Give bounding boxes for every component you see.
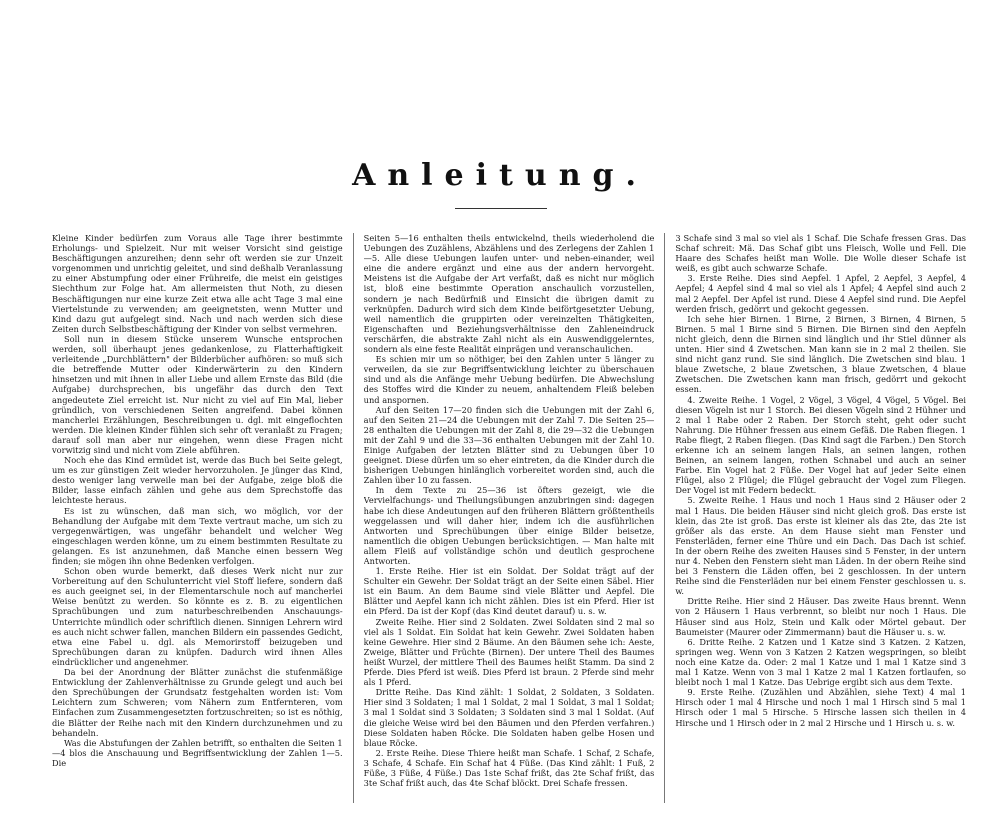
paragraph: 3 Schafe sind 3 mal so viel als 1 Schaf. Die Schafe fressen Gras. Das Schaf schreit: Mä. Das Schaf gibt uns Fleisch, Wolle und Fell. Die Haare des Schafes heißt man Wolle. Die Wolle dieser Schafe ist weiß, es gibt auch schwarze Schafe. bbox=[675, 233, 967, 274]
column-1 bbox=[52, 233, 343, 803]
paragraph: 9. Erste Reihe. (Zuzählen und Abzählen, siehe Text) 4 mal 1 Hirsch oder 1 mal 4 Hirsche und noch 1 mal 1 Hirsch sind 5 mal 1 Hirsch oder 1 mal 5 Hirsche. 5 Hirsche lassen sich theilen in 4 Hirsche und 1 Hirsch oder in 2 mal 2 Hirsche und 1 Hirsch u. s. w. bbox=[675, 687, 967, 728]
paragraph: 3. Erste Reihe. Dies sind Aepfel. 1 Apfel, 2 Aepfel, 3 Aepfel, 4 Aepfel; 4 Aepfel sind 4 mal so viel als 1 Apfel; 4 Aepfel sind auch 2 mal 2 Aepfel. Der Apfel ist rund. Diese 4 Aepfel sind rund. Die Aepfel werden frisch, gedörrt und gekocht gegessen. bbox=[675, 273, 967, 314]
paragraph: Was die Abstufungen der Zahlen betrifft, so enthalten die Seiten 1—4 blos die Anschauung und Begriffsentwicklung der Zahlen 1—5. Die bbox=[52, 737, 343, 768]
paragraph: Dritte Reihe. Das Kind zählt: 1 Soldat, 2 Soldaten, 3 Soldaten. Hier sind 3 Soldaten; 1 mal 1 Soldat, 2 mal 1 Soldat, 3 mal 1 Soldat; 3 mal 1 Soldat sind 3 Soldaten; 3 Soldaten sind 3 mal 1 Soldat. (Auf die gleiche Weise wird bei den Bäumen und den Pferden verfahren.) Diese Soldaten haben Röcke. Die Soldaten haben gelbe Hosen und blaue Röcke. bbox=[363, 687, 655, 748]
paragraph: Noch ehe das Kind ermüdet ist, werde das Buch bei Seite gelegt, um es zur günstigen Zeit wieder hervorzuholen. Je jünger das Kind, desto weniger lang verweile man bei der Aufgabe, zeige bloß die Bilder, lasse einfach zählen und gehe aus dem Sprechstoffe das leichteste heraus. bbox=[52, 455, 343, 506]
paragraph: Es schien mir um so nöthiger, bei den Zahlen unter 5 länger zu verweilen, da sie zur Begriffsentwicklung leichter zu überschauen sind und als die Anfänge mehr Uebung bedürfen. Die Abwechslung des Stoffes wird die Kinder zu neuem, anhaltendem Fleiß beleben und anspornen. bbox=[363, 354, 655, 405]
paragraph: In dem Texte zu 25—36 ist öfters gezeigt, wie die Vervielfachungs- und Theilungsübungen anzubringen sind: dagegen habe ich diese Andeutungen auf den früheren Blättern größtentheils weggelassen und will daher hier, indem ich die ausführlichen Antworten und Sprechübungen über einige Bilder beisetze, namentlich die obigen Uebungen berücksichtigen. — Man halte mit allem Fleiß auf vollständige schön und deutlich gesprochene Antworten. bbox=[363, 485, 655, 566]
paragraph: Seiten 5—16 enthalten theils entwickelnd, theils wiederholend die Uebungen des Zuzählens, Abzählens und des Zerlegens der Zahlen 1—5. Alle diese Uebungen laufen unter- und neben-einander, weil eine die andere ergänzt und eine aus der andern hervorgeht. Meistens ist die Aufgabe der Art verfaßt, daß es nicht nur möglich ist, bloß eine bestimmte Operation anschaulich vorzustellen, sondern je nach Bedürfniß und Einsicht die übrigen damit zu verknüpfen. Dadurch wird sich dem Kinde beiförtgesetzter Uebung, weil namentlich die gruppirten oder vereinzelten Thätigkeiten, Eigenschaften und Beziehungsverhältnisse den Zahleneindruck verschärfen, die abstrakte Zahl nicht als ein Auswendiggelerntes, sondern als eine feste Realität einprägen und veranschaulichen. bbox=[363, 233, 655, 355]
column-divider bbox=[664, 233, 665, 803]
paragraph: Zweite Reihe. Hier sind 2 Soldaten. Zwei Soldaten sind 2 mal so viel als 1 Soldat. Ein Soldat hat kein Gewehr. Zwei Soldaten haben keine Gewehre. Hier sind 2 Bäume. An den Bäumen sehe ich: Aeste, Zweige, Blätter und Früchte (Birnen). Der untere Theil des Baumes heißt Wurzel, der mittlere Theil des Baumes heißt Stamm. Da sind 2 Pferde. Dies Pferd ist weiß. Dies Pferd ist braun. 2 Pferde sind mehr als 1 Pferd. bbox=[363, 616, 655, 688]
paragraph: 6. Dritte Reihe. 2 Katzen und 1 Katze sind 3 Katzen. 2 Katzen, springen weg. Wenn von 3 Katzen 2 Katzen wegspringen, so bleibt noch eine Katze da. Oder: 2 mal 1 Katze und 1 mal 1 Katze sind 3 mal 1 Katze. Wenn von 3 mal 1 Katze 2 mal 1 Katzen fortlaufen, so bleibt noch 1 mal 1 Katze. Das Uebrige ergibt sich aus dem Texte. bbox=[675, 636, 967, 688]
paragraph: Dritte Reihe. Hier sind 2 Häuser. Das zweite Haus brennt. Wenn von 2 Häusern 1 Haus verbrennt, so bleibt nur noch 1 Haus. Die Häuser sind aus Holz, Stein und Kalk oder Mörtel gebaut. Der Baumeister (Maurer oder Zimmermann) baut die Häuser u. s. w. bbox=[675, 596, 967, 637]
paragraph: Schon oben wurde bemerkt, daß dieses Werk nicht nur zur Vorbereitung auf den Schulunterricht viel Stoff liefere, sondern daß es auch geeignet sei, in der Elementarschule noch auf mancherlei Weise benützt zu werden. So könnte es z. B. zu eigentlichen Sprachübungen und zum naturbeschreibenden Anschauungs-Unterrichte mündlich oder schriftlich dienen. Sinnigen Lehrern wird es auch nicht schwer fallen, manchen Bildern ein passendes Gedicht, etwa eine Fabel u. dgl. als Memorirstoff beizugeben und Sprechübungen daran zu knüpfen. Dadurch wird ihnen Alles eindrücklicher und angenehmer. bbox=[52, 566, 343, 667]
column-2 bbox=[364, 233, 655, 803]
page-title: Anleitung. bbox=[352, 158, 648, 193]
paragraph: Ich sehe hier Birnen. 1 Birne, 2 Birnen, 3 Birnen, 4 Birnen, 5 Birnen. 5 mal 1 Birne sind 5 Birnen. Die Birnen sind den Aepfeln nicht gleich, denn die Birnen sind länglich und ihr Stiel dünner als unten. Hier sind 4 Zwetschen. Man kann sie in 2 mal 2 theilen. Sie sind nicht ganz rund. Sie sind länglich. Die Zwetschen sind blau. 1 blaue Zwetsche, 2 blaue Zwetschen, 3 blaue Zwetschen, 4 blaue Zwetschen. Die Zwetschen kann man frisch, gedörrt und gekocht essen. bbox=[675, 313, 967, 395]
paragraph: 4. Zweite Reihe. 1 Vogel, 2 Vögel, 3 Vögel, 4 Vögel, 5 Vögel. Bei diesen Vögeln ist nur 1 Storch. Bei diesen Vögeln sind 2 Hühner und 2 mal 1 Rabe oder 2 Raben. Der Storch steht, geht oder sucht Nahrung. Die Hühner fressen aus einem Gefäß. Die Raben fliegen. 1 Rabe fliegt, 2 Raben fliegen. (Das Kind sagt die Farben.) Den Storch erkenne ich an seinem langen Hals, an seinen langen, rothen Beinen, an seinem langen, rothen Schnabel und auch an seiner Farbe. Ein Vogel hat 2 Füße. Der Vogel hat auf jeder Seite einen Flügel, also 2 Flügel; die Flügel gebraucht der Vogel zum Fliegen. Der Vogel ist mit Federn bedeckt. bbox=[675, 394, 967, 496]
paragraph: 5. Zweite Reihe. 1 Haus und noch 1 Haus sind 2 Häuser oder 2 mal 1 Haus. Die beiden Häuser sind nicht gleich groß. Das erste ist klein, das 2te ist groß. Das erste ist kleiner als das 2te, das 2te ist größer als das erste. An dem Hause sieht man Fenster und Fensterläden, ferner eine Thüre und ein Dach. Das Dach ist schief. In der obern Reihe des zweiten Hauses sind 5 Fenster, in der untern nur 4. Neben den Fenstern sieht man Läden. In der obern Reihe sind bei 3 Fenstern die Läden offen, bei 2 geschlossen. In der untern Reihe sind die Fensterläden nur bei einem Fenster geschlossen u. s. w. bbox=[675, 495, 967, 597]
paragraph: Es ist zu wünschen, daß man sich, wo möglich, vor der Behandlung der Aufgabe mit dem Texte vertraut mache, um sich zu vergegenwärtigen, was ungefähr behandelt und welcher Weg eingeschlagen werden könne, um zu einem bestimmten Resultate zu gelangen. Es ist anzunehmen, daß Manche einen bessern Weg finden; sie mögen ihn ohne Bedenken verfolgen. bbox=[52, 505, 343, 566]
paragraph: Soll nun in diesem Stücke unserem Wunsche entsprochen werden, soll überhaupt jenes gedankenlose, zu Flatterhaftigkeit verleitende „Durchblättern" der Bilderbücher aufhören: so muß sich die betreffende Mutter oder Kinderwärterin zu den Kindern hinsetzen und mit ihnen in aller Liebe und allem Ernste das Bild (die Aufgabe) durchsprechen, bis ungefähr das durch den Text angedeutete Ziel erreicht ist. Nur nicht zu viel auf Ein Mal, lieber gründlich, von verschiedenen Seiten angreifend. Dabei können mancherlei Erzählungen, Beschreibungen u. dgl. mit eingeflochten werden. Die kleinen Kinder fühlen sich sehr oft veranlaßt zu Fragen; darauf soll man aber nur eingehen, wenn diese Fragen nicht vorwitzig sind und nicht vom Ziele abführen. bbox=[52, 333, 343, 455]
paragraph: Da bei der Anordnung der Blätter zunächst die stufenmäßige Entwicklung der Zahlenverhältnisse zu Grunde gelegt und auch bei den Sprechübungen der Grundsatz festgehalten worden ist: Vom Leichtern zum Schweren; vom Nähern zum Entfernteren, vom Einfachen zum Zusammengesetzten fortzuschreiten; so ist es nöthig, die Blätter der Reihe nach mit den Kindern durchzunehmen und zu behandeln. bbox=[52, 667, 343, 738]
column-3 bbox=[675, 233, 966, 803]
text-columns bbox=[52, 233, 966, 803]
paragraph: 2. Erste Reihe. Diese Thiere heißt man Schafe. 1 Schaf, 2 Schafe, 3 Schafe, 4 Schafe. Ein Schaf hat 4 Füße. (Das Kind zählt: 1 Fuß, 2 Füße, 3 Füße, 4 Füße.) Das 1ste Schaf frißt, das 2te Schaf frißt, das 3te Schaf frißt auch, das 4te Schaf blöckt. Drei Schafe fressen. bbox=[363, 747, 655, 789]
paragraph: 1. Erste Reihe. Hier ist ein Soldat. Der Soldat trägt auf der Schulter ein Gewehr. Der Soldat trägt an der Seite einen Säbel. Hier ist ein Baum. An dem Baume sind viele Blätter und Aepfel. Die Blätter und Aepfel kann ich nicht zählen. Dies ist ein Pferd. Hier ist ein Pferd. Da ist der Kopf (das Kind deutet darauf) u. s. w. bbox=[363, 566, 655, 617]
paragraph: Kleine Kinder bedürfen zum Voraus alle Tage ihrer bestimmte Erholungs- und Spielzeit. Nur mit weiser Vorsicht sind geistige Beschäftigungen anzureihen; denn sehr oft werden sie zur Unzeit vorgenommen und unrichtig geleitet, und sind deßhalb Veranlassung zu einer Abstumpfung oder einer Frühreife, die meist ein geistiges Siechthum zur Folge hat. Am allermeisten thut Noth, zu diesen Beschäftigungen nur eine kurze Zeit etwa alle acht Tage 3 mal eine Viertelstunde zu verwenden; am geeignetsten, wenn Mutter und Kind dazu gut aufgelegt sind. Nach und nach werden sich diese Zeiten durch Selbstbeschäftigung der Kinder von selbst vermehren. bbox=[52, 233, 343, 334]
paragraph: Auf den Seiten 17—20 finden sich die Uebungen mit der Zahl 6, auf den Seiten 21—24 die Uebungen mit der Zahl 7. Die Seiten 25—28 enthalten die Uebungen mit der Zahl 8, die 29—32 die Uebungen mit der Zahl 9 und die 33—36 enthalten Uebungen mit der Zahl 10. Einige Aufgaben der letzten Blätter sind zu Uebungen über 10 geeignet. Diese dürfen um so eher eintreten, da die Kinder durch die bisherigen Uebungen hinlänglich vorbereitet worden sind, auch die Zahlen über 10 zu fassen. bbox=[363, 404, 655, 486]
title-rule bbox=[455, 208, 547, 209]
column-divider bbox=[353, 233, 354, 803]
